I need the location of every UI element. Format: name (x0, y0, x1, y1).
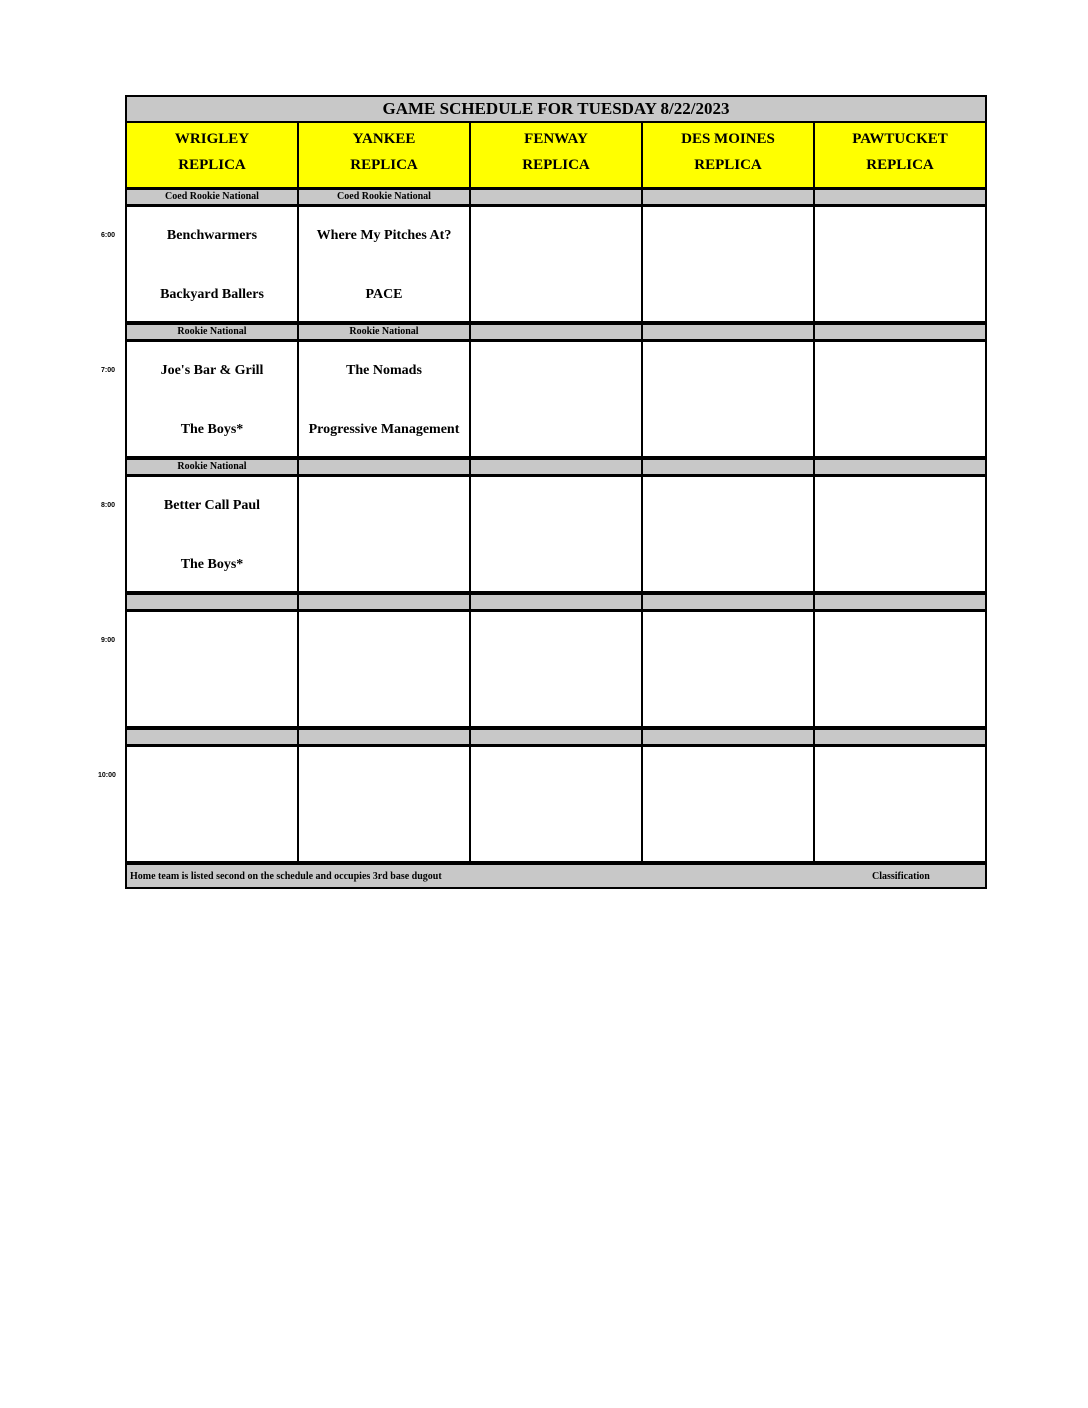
game-cell (815, 207, 985, 321)
game-cell (815, 747, 985, 861)
division-label (299, 595, 469, 609)
field-name: PAWTUCKET (852, 131, 948, 147)
division-label (299, 460, 469, 474)
home-team: Backyard Ballers (160, 287, 264, 302)
field-name: FENWAY (524, 131, 588, 147)
game-cell (643, 342, 813, 456)
game-cell (299, 612, 469, 726)
division-label (643, 325, 813, 339)
division-label: Rookie National (127, 460, 297, 474)
time-label: 7:00 (101, 367, 116, 374)
division-label (471, 325, 641, 339)
game-cell (643, 207, 813, 321)
division-label: Coed Rookie National (127, 190, 297, 204)
game-cell (643, 612, 813, 726)
game-cell (471, 207, 641, 321)
field-subtitle: REPLICA (178, 157, 246, 173)
home-team: The Boys* (180, 422, 244, 437)
division-label: Rookie National (299, 325, 469, 339)
game-cell (299, 207, 469, 321)
away-team: The Nomads (346, 363, 422, 378)
game-cell (127, 477, 297, 591)
division-label (815, 325, 985, 339)
game-cell (299, 747, 469, 861)
division-label (471, 730, 641, 744)
home-team: Progressive Management (308, 422, 460, 437)
schedule-table (125, 95, 987, 889)
field-header (127, 123, 297, 187)
game-cell (815, 477, 985, 591)
division-label (643, 190, 813, 204)
time-label: 9:00 (101, 637, 116, 644)
division-label: Coed Rookie National (299, 190, 469, 204)
game-cell (471, 612, 641, 726)
division-label (127, 730, 297, 744)
division-label (643, 730, 813, 744)
away-team: Where My Pitches At? (316, 228, 452, 243)
game-cell (815, 342, 985, 456)
away-team: Better Call Paul (163, 498, 261, 513)
division-label (815, 595, 985, 609)
field-subtitle: REPLICA (866, 157, 934, 173)
field-header (643, 123, 813, 187)
field-name: DES MOINES (681, 131, 775, 147)
game-cell (127, 747, 297, 861)
game-cell (299, 342, 469, 456)
field-header (815, 123, 985, 187)
schedule-title: GAME SCHEDULE FOR TUESDAY 8/22/2023 (127, 97, 985, 121)
footer (127, 865, 985, 887)
division-label (815, 730, 985, 744)
home-team: PACE (365, 287, 403, 302)
division-label (643, 595, 813, 609)
footer-classification: Classification (872, 871, 930, 882)
game-cell (299, 477, 469, 591)
away-team: Benchwarmers (166, 228, 258, 243)
division-label (815, 190, 985, 204)
time-label: 8:00 (101, 502, 116, 509)
division-label (471, 595, 641, 609)
game-cell (127, 612, 297, 726)
division-label (299, 730, 469, 744)
division-label (127, 595, 297, 609)
game-cell (643, 747, 813, 861)
field-header (299, 123, 469, 187)
division-label (815, 460, 985, 474)
division-label (471, 460, 641, 474)
division-label (643, 460, 813, 474)
field-subtitle: REPLICA (694, 157, 762, 173)
away-team: Joe's Bar & Grill (160, 363, 264, 378)
game-cell (471, 747, 641, 861)
field-header (471, 123, 641, 187)
division-label (471, 190, 641, 204)
time-label: 10:00 (98, 772, 116, 779)
time-label: 6:00 (101, 232, 116, 239)
field-subtitle: REPLICA (350, 157, 418, 173)
game-cell (471, 342, 641, 456)
field-subtitle: REPLICA (522, 157, 590, 173)
game-cell (815, 612, 985, 726)
field-name: YANKEE (352, 131, 416, 147)
game-cell (127, 342, 297, 456)
division-label: Rookie National (127, 325, 297, 339)
footer-note: Home team is listed second on the schedule and occupies 3rd base dugout (130, 871, 442, 882)
game-cell (471, 477, 641, 591)
game-cell (643, 477, 813, 591)
home-team: The Boys* (180, 557, 244, 572)
field-name: WRIGLEY (174, 131, 250, 147)
game-cell (127, 207, 297, 321)
